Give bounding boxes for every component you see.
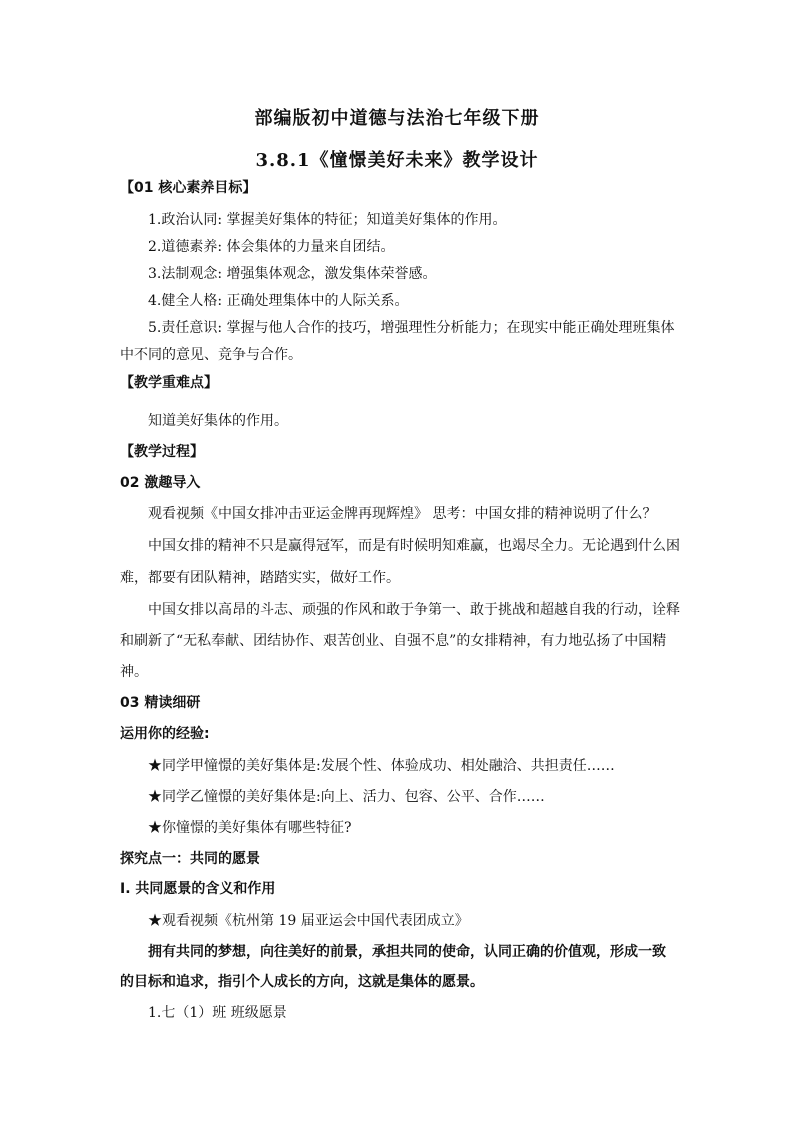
key-point-text: 知道美好集体的作用。 (148, 413, 288, 429)
paragraph-continued: 难，都要有团队精神，踏踏实实，做好工作。 (120, 570, 400, 586)
paragraph: 中国女排以高昂的斗志、顽强的作风和敢于争第一、敢于挑战和超越自我的行动，诠释 (148, 602, 680, 618)
star-item: ★你憧憬的美好集体有哪些特征? (148, 820, 352, 836)
class-vision-line: 1.七（1）班 班级愿景 (148, 1005, 287, 1021)
paragraph-continued: 神。 (120, 664, 148, 680)
section-heading-intro: 02 激趣导入 (120, 475, 201, 491)
goal-item: 2.道德素养: 体会集体的力量来自团结。 (148, 239, 395, 255)
goal-item: 5.责任意识: 掌握与他人合作的技巧，增强理性分析能力；在现实中能正确处理班集体 (148, 320, 675, 336)
goal-item: 4.健全人格: 正确处理集体中的人际关系。 (148, 293, 409, 309)
section-heading-study: 03 精读细研 (120, 695, 201, 711)
bold-paragraph-continued: 的目标和追求，指引个人成长的方向，这就是集体的愿景。 (120, 974, 484, 990)
experience-heading: 运用你的经验: (120, 726, 210, 742)
section-heading-core-goals: 【01 核心素养目标】 (120, 180, 257, 196)
document-subtitle: 3.8.1《憧憬美好未来》教学设计 (255, 150, 539, 171)
paragraph: 中国女排的精神不只是赢得冠军，而是有时候明知难赢，也竭尽全力。无论遇到什么困 (148, 538, 680, 554)
video-line: ★观看视频《杭州第 19 届亚运会中国代表团成立》 (148, 913, 469, 929)
paragraph-continued: 和刷新了“无私奉献、团结协作、艰苦创业、自强不息”的女排精神，有力地弘扬了中国精 (120, 633, 667, 649)
goal-item-continued: 中不同的意见、竞争与合作。 (120, 347, 302, 363)
star-item: ★同学乙憧憬的美好集体是:向上、活力、包容、公平、合作…… (148, 789, 545, 805)
document-title: 部编版初中道德与法治七年级下册 (254, 108, 540, 129)
subsection-heading: Ⅰ. 共同愿景的含义和作用 (120, 881, 276, 897)
paragraph: 观看视频《中国女排冲击亚运金牌再现辉煌》 思考：中国女排的精神说明了什么？ (148, 506, 657, 522)
explore-heading: 探究点一：共同的愿景 (120, 851, 260, 867)
section-heading-process: 【教学过程】 (120, 444, 204, 460)
bold-paragraph: 拥有共同的梦想，向往美好的前景，承担共同的使命，认同正确的价值观，形成一致 (148, 944, 666, 960)
section-heading-key-points: 【教学重难点】 (120, 375, 218, 391)
goal-item: 1.政治认同: 掌握美好集体的特征；知道美好集体的作用。 (148, 212, 507, 228)
goal-item: 3.法制观念: 增强集体观念，激发集体荣誉感。 (148, 266, 437, 282)
star-item: ★同学甲憧憬的美好集体是:发展个性、体验成功、相处融洽、共担责任…… (148, 758, 615, 774)
